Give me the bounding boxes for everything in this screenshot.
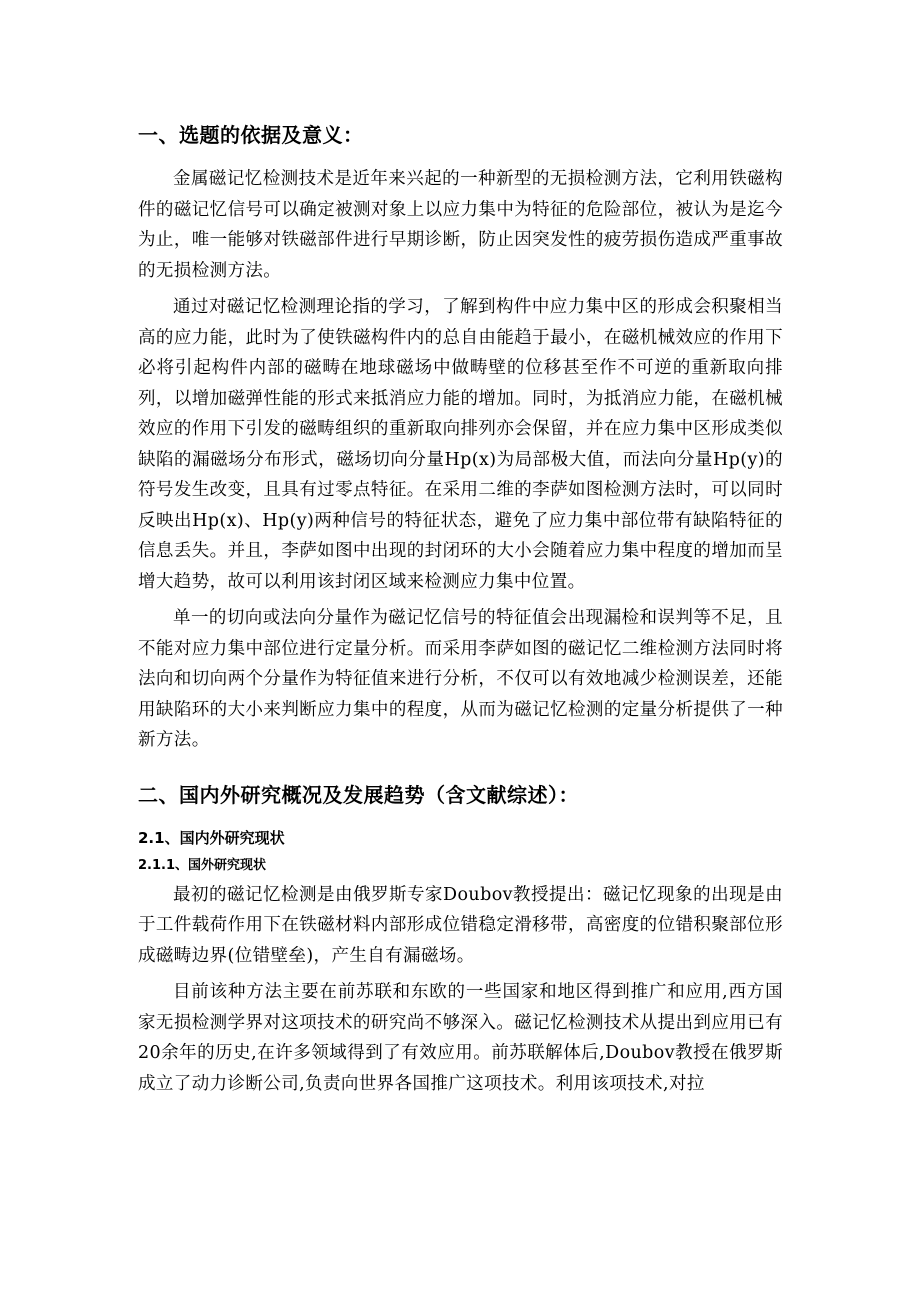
section-1-paragraph-3: 单一的切向或法向分量作为磁记忆信号的特征值会出现漏检和误判等不足，且不能对应力集中部位进行定量分析。而采用李萨如图的磁记忆二维检测方法同时将法向和切向两个分量作为特征值来进行分析，不仅可以有效地减少检测误差，还能用缺陷环的大小来判断应力集中的程度，从而为磁记忆检测的定量分析提供了一种新方法。: [138, 608, 783, 750]
section-1-title: 一、选题的依据及意义：: [138, 123, 364, 147]
document-body: [138, 118, 783, 1105]
section-1-paragraph-1: 金属磁记忆检测技术是近年来兴起的一种新型的无损检测方法，它利用铁磁构件的磁记忆信号可以确定被测对象上以应力集中为特征的危险部位，被认为是迄今为止，唯一能够对铁磁部件进行早期诊断，防止因突发性的疲劳损伤造成严重事故的无损检测方法。: [138, 169, 783, 281]
section-2-paragraph-2: 目前该种方法主要在前苏联和东欧的一些国家和地区得到推广和应用,西方国家无损检测学界对这项技术的研究尚不够深入。磁记忆检测技术从提出到应用已有20余年的历史,在许多领域得到了有效应用。前苏联解体后,Doubov教授在俄罗斯成立了动力诊断公司,负责向世界各国推广这项技术。利用该项技术,对拉: [138, 982, 783, 1094]
subsection-2-1-1-title: 2.1.1、国外研究现状: [138, 857, 267, 873]
subsection-2-1-title: 2.1、国内外研究现状: [138, 828, 285, 847]
section-1-paragraph-2: 通过对磁记忆检测理论指的学习，了解到构件中应力集中区的形成会积聚相当高的应力能，此时为了使铁磁构件内的总自由能趋于最小，在磁机械效应的作用下必将引起构件内部的磁畴在地球磁场中做畴壁的位移甚至作不可逆的重新取向排列，以增加磁弹性能的形式来抵消应力能的增加。同时，为抵消应力能，在磁机械效应的作用下引发的磁畴组织的重新取向排列亦会保留，并在应力集中区形成类似缺陷的漏磁场分布形式，磁场切向分量Hp(x)为局部极大值，而法向分量Hp(y)的符号发生改变，且具有过零点特征。在采用二维的李萨如图检测方法时，可以同时反映出Hp(x)、Hp(y)两种信号的特征状态，避免了应力集中部位带有缺陷特征的信息丢失。并且，李萨如图中出现的封闭环的大小会随着应力集中程度的增加而呈增大趋势，故可以利用该封闭区域来检测应力集中位置。: [138, 297, 783, 592]
section-2-title: 二、国内外研究概况及发展趋势（含文献综述）：: [138, 782, 579, 807]
section-2-paragraph-1: 最初的磁记忆检测是由俄罗斯专家Doubov教授提出：磁记忆现象的出现是由于工件载荷作用下在铁磁材料内部形成位错稳定滑移带，高密度的位错积聚部位形成磁畴边界(位错壁垒)，产生自有漏磁场。: [138, 884, 783, 966]
